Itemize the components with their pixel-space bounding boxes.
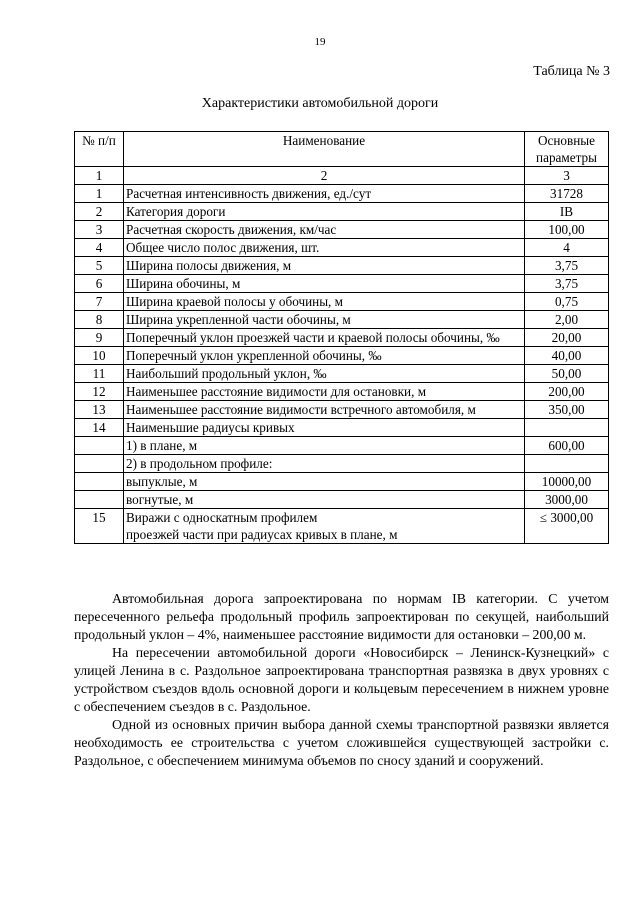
row-value-cell: 20,00 — [525, 329, 609, 347]
empty-cell — [75, 491, 124, 509]
table-row — [75, 347, 609, 365]
row-value-cell: 100,00 — [525, 221, 609, 239]
empty-cell — [525, 455, 609, 473]
header-cell-params: Основные параметры — [525, 132, 609, 167]
column-number-cell: 1 — [75, 167, 124, 185]
row-name-cell: Поперечный уклон проезжей части и краевой полосы обочины, ‰ — [124, 329, 525, 347]
table-row — [75, 365, 609, 383]
table-row — [75, 419, 609, 437]
paragraph: Автомобильная дорога запроектирована по нормам IВ категории. С учетом пересеченного рельефа продольный профиль запроектирован по секущей, наибольший продольный уклон – 4%, наименьшее расстояние видимости для остановки – 200,00 м. — [74, 591, 609, 642]
row-name-cell: Наименьшее расстояние видимости для остановки, м — [124, 383, 525, 401]
row-number-cell: 6 — [75, 275, 124, 293]
table-row — [75, 275, 609, 293]
row-name-cell: вогнутые, м — [124, 491, 525, 509]
row-number-cell: 10 — [75, 347, 124, 365]
row-number-cell: 1 — [75, 185, 124, 203]
table-row — [75, 293, 609, 311]
row-number-cell: 9 — [75, 329, 124, 347]
paragraph: Одной из основных причин выбора данной схемы транспортной развязки является необходимость ее строительства с учетом сложившейся существующей застройки с. Раздольное, с обеспечением минимума объемов по сносу зданий и сооружений. — [74, 717, 609, 768]
empty-cell — [75, 473, 124, 491]
row-name-cell: Ширина краевой полосы у обочины, м — [124, 293, 525, 311]
table-row — [75, 257, 609, 275]
row-value-cell: ≤ 3000,00 — [525, 509, 609, 544]
table-row — [75, 383, 609, 401]
table-subrow — [75, 455, 609, 473]
row-value-cell: 4 — [525, 239, 609, 257]
row-name-cell: выпуклые, м — [124, 473, 525, 491]
table-subrow — [75, 437, 609, 455]
row-name-cell: Ширина обочины, м — [124, 275, 525, 293]
row-value-cell: 50,00 — [525, 365, 609, 383]
row-value-cell: 0,75 — [525, 293, 609, 311]
body-text — [74, 590, 609, 770]
empty-cell — [75, 437, 124, 455]
row-name-cell: Наибольший продольный уклон, ‰ — [124, 365, 525, 383]
table-header-row — [75, 132, 609, 167]
row-value-cell: 2,00 — [525, 311, 609, 329]
row-value-cell: 600,00 — [525, 437, 609, 455]
row-value-cell: IВ — [525, 203, 609, 221]
table-label: Таблица № 3 — [533, 64, 610, 79]
row-name-cell — [124, 509, 525, 544]
row-value-cell: 350,00 — [525, 401, 609, 419]
table-title: Характеристики автомобильной дороги — [201, 96, 439, 111]
row-value-cell: 10000,00 — [525, 473, 609, 491]
table-row — [75, 509, 609, 544]
table-row — [75, 221, 609, 239]
row-number-cell: 5 — [75, 257, 124, 275]
column-number-cell: 2 — [124, 167, 525, 185]
characteristics-table — [74, 131, 609, 544]
header-cell-name: Наименование — [124, 132, 525, 167]
row-name-line: проезжей части при радиусах кривых в плане, м — [126, 527, 398, 542]
row-number-cell: 2 — [75, 203, 124, 221]
row-number-cell: 4 — [75, 239, 124, 257]
row-number-cell: 7 — [75, 293, 124, 311]
row-value-cell: 3,75 — [525, 257, 609, 275]
row-name-cell: Поперечный уклон укрепленной обочины, ‰ — [124, 347, 525, 365]
row-number-cell: 8 — [75, 311, 124, 329]
table-row — [75, 329, 609, 347]
row-name-cell: Расчетная интенсивность движения, ед./сут — [124, 185, 525, 203]
table-subrow — [75, 491, 609, 509]
row-name-cell: Ширина полосы движения, м — [124, 257, 525, 275]
paragraph: На пересечении автомобильной дороги «Новосибирск – Ленинск-Кузнецкий» с улицей Ленина в с. Раздольное запроектирована транспортная развязка в двух уровнях с устройством съездов вдоль основной дороги и кольцевым пересечением в нижнем уровне с обеспечением съездов в с. Раздольное. — [74, 645, 609, 714]
row-name-cell: Наименьшее расстояние видимости встречного автомобиля, м — [124, 401, 525, 419]
row-number-cell: 11 — [75, 365, 124, 383]
row-number-cell: 3 — [75, 221, 124, 239]
row-number-cell: 14 — [75, 419, 124, 437]
row-value-cell: 3000,00 — [525, 491, 609, 509]
row-value-cell: 200,00 — [525, 383, 609, 401]
row-name-cell: 1) в плане, м — [124, 437, 525, 455]
row-name-cell: 2) в продольном профиле: — [124, 455, 525, 473]
header-cell-num: № п/п — [75, 132, 124, 167]
empty-cell — [525, 419, 609, 437]
table-subrow — [75, 473, 609, 491]
row-name-cell: Расчетная скорость движения, км/час — [124, 221, 525, 239]
table-column-numbers-row — [75, 167, 609, 185]
table-row — [75, 401, 609, 419]
page-number: 19 — [314, 36, 326, 48]
row-name-cell: Категория дороги — [124, 203, 525, 221]
row-number-cell: 13 — [75, 401, 124, 419]
row-value-cell: 3,75 — [525, 275, 609, 293]
empty-cell — [75, 455, 124, 473]
table-row — [75, 311, 609, 329]
table-row — [75, 185, 609, 203]
row-name-cell: Общее число полос движения, шт. — [124, 239, 525, 257]
row-value-cell: 31728 — [525, 185, 609, 203]
row-name-cell: Наименьшие радиусы кривых — [124, 419, 525, 437]
row-value-cell: 40,00 — [525, 347, 609, 365]
table-row — [75, 203, 609, 221]
row-number-cell: 15 — [75, 509, 124, 544]
row-number-cell: 12 — [75, 383, 124, 401]
row-name-cell: Ширина укрепленной части обочины, м — [124, 311, 525, 329]
column-number-cell: 3 — [525, 167, 609, 185]
row-name-line: Виражи с односкатным профилем — [126, 510, 318, 525]
table-row — [75, 239, 609, 257]
